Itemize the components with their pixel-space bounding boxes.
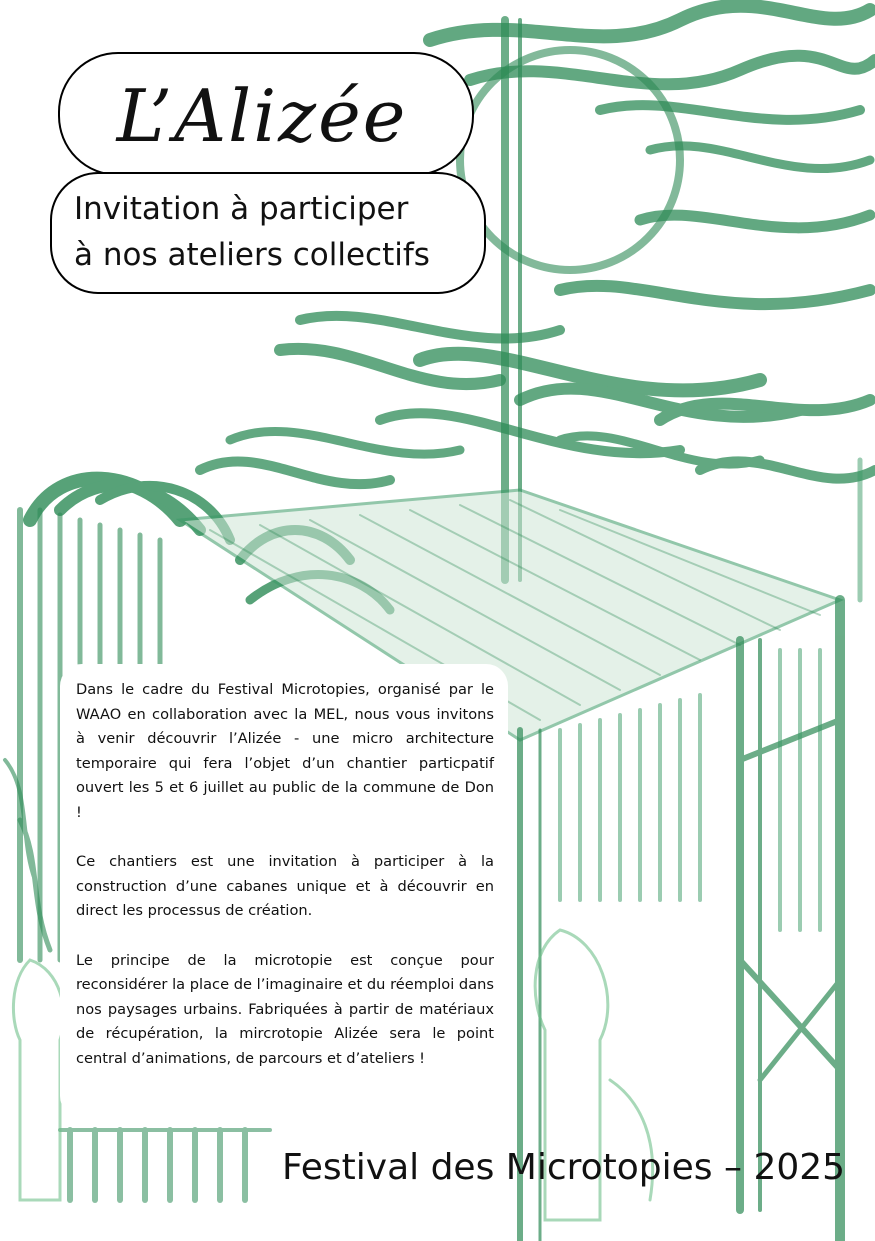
paragraph-2: Ce chantiers est une invitation à participer à la construction d’une cabanes unique et à découvrir en direct les processus de création. [76, 853, 494, 920]
bottom-slats [60, 1130, 270, 1200]
paragraph-1: Dans le cadre du Festival Microtopies, organisé par le WAAO en collaboration avec la MEL, nous vous invitons à venir découvrir l’Alizée - une micro architecture temporaire qui fera l’objet d’un chantier particpatif ouvert les 5 et 6 juillet au public de la commune de Don ! [76, 681, 494, 821]
footer-festival: Festival des Microtopies – 2025 [282, 1147, 846, 1188]
paragraph-3: Le principe de la microtopie est conçue pour reconsidérer la place de l’imaginaire et du réemploi dans nos paysages urbains. Fabriquées à partir de matériaux de récupération, la mircrotopie Alizée sera le point central d’animations, de parcours et d’ateliers ! [76, 951, 494, 1067]
subtitle-line-2: à nos ateliers collectifs [74, 237, 430, 273]
poster-title: L’Alizée [116, 74, 408, 158]
subtitle-line-1: Invitation à participer [74, 191, 409, 227]
sun-outline [460, 50, 680, 270]
poster-subtitle [74, 186, 474, 278]
lower-strokes [5, 760, 50, 950]
body-text [76, 678, 494, 1072]
